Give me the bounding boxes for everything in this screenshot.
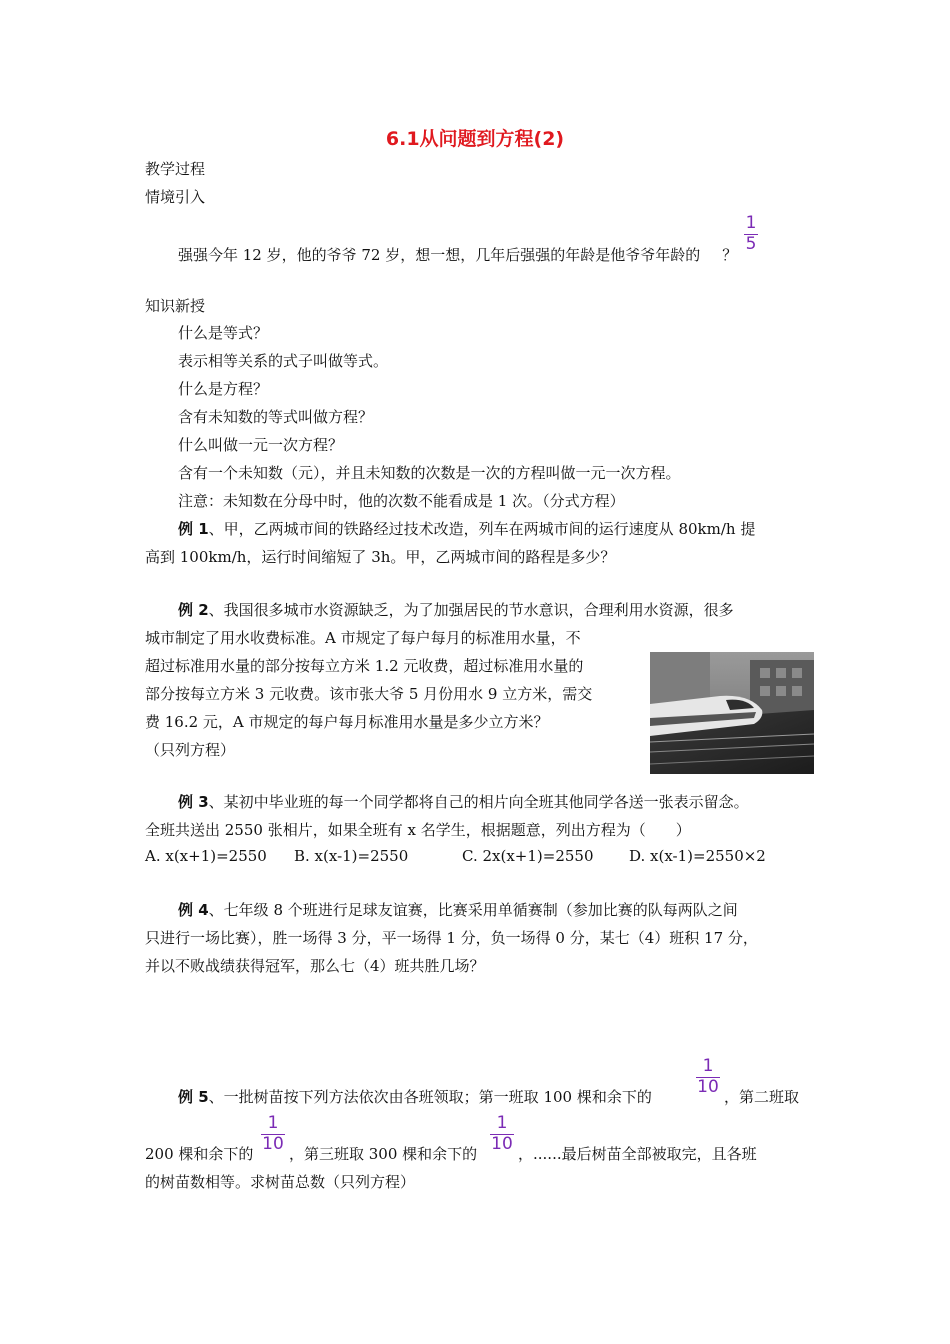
example-1-label: 例 1	[178, 520, 209, 538]
example-5-label: 例 5	[178, 1088, 209, 1106]
example-1-line-2: 高到 100km/h，运行时间缩短了 3h。甲，乙两城市间的路程是多少？	[145, 548, 616, 566]
example-2-line-2: 城市制定了用水收费标准。A 市规定了每户每月的标准用水量，不	[145, 629, 581, 647]
fraction-denominator: 10	[491, 1134, 513, 1154]
intro-question-mark: ？	[722, 246, 738, 264]
fraction-one-tenth	[261, 1115, 285, 1153]
example-2-line-4: 部分按每立方米 3 元收费。该市张大爷 5 月份用水 9 立方米，需交	[145, 685, 593, 703]
example-4-line-2: 只进行一场比赛），胜一场得 3 分，平一场得 1 分，负一场得 0 分，某七（4）班积 17 分，	[145, 929, 758, 947]
knowledge-line: 含有未知数的等式叫做方程？	[178, 408, 374, 426]
example-5-line-3: 的树苗数相等。求树苗总数（只列方程）	[145, 1173, 416, 1191]
fraction-denominator: 10	[697, 1077, 719, 1097]
example-3-line-1	[178, 791, 749, 812]
example-2-line-1	[178, 599, 734, 620]
example-3-option-d: D. x(x-1)=2550×2	[629, 847, 766, 865]
example-1-text: 、甲，乙两城市间的铁路经过技术改造，列车在两城市间的运行速度从 80km/h 提	[208, 520, 756, 538]
example-4-line-1	[178, 899, 738, 920]
example-5-line-1	[178, 1086, 652, 1107]
example-1-line-1	[178, 518, 755, 539]
example-4-label: 例 4	[178, 901, 209, 919]
example-2-label: 例 2	[178, 601, 209, 619]
example-2-line-6: （只列方程）	[145, 741, 236, 759]
example-5-line-2b: ，第三班取 300 棵和余下的	[289, 1145, 478, 1163]
section-new-knowledge: 知识新授	[145, 297, 206, 315]
example-2-line-5: 费 16.2 元，A 市规定的每户每月标准用水量是多少立方米？	[145, 713, 549, 731]
train-photo	[650, 652, 814, 774]
example-5-line-2a: 200 棵和余下的	[145, 1145, 254, 1163]
fraction-numerator: 1	[267, 1113, 279, 1133]
intro-question	[178, 244, 737, 265]
fraction-one-tenth	[696, 1058, 720, 1096]
example-3-option-a: A. x(x+1)=2550	[145, 847, 267, 865]
fraction-one-fifth	[744, 215, 758, 253]
fraction-numerator: 1	[745, 213, 757, 233]
example-3-text: 、某初中毕业班的每一个同学都将自己的相片向全班其他同学各送一张表示留念。	[208, 793, 749, 811]
section-scenario-intro: 情境引入	[145, 188, 206, 206]
example-5-text: 、一批树苗按下列方法依次由各班领取；第一班取 100 棵和余下的	[208, 1088, 652, 1106]
example-3-line-2: 全班共送出 2550 张相片，如果全班有 x 名学生，根据题意，列出方程为（ ）	[145, 821, 691, 839]
example-4-text: 、七年级 8 个班进行足球友谊赛，比赛采用单循赛制（参加比赛的队每两队之间	[208, 901, 738, 919]
fraction-numerator: 1	[702, 1056, 714, 1076]
fraction-denominator: 10	[262, 1134, 284, 1154]
fraction-denominator: 5	[745, 234, 757, 254]
intro-text: 强强今年 12 岁，他的爷爷 72 岁，想一想，几年后强强的年龄是他爷爷年龄的	[178, 246, 701, 264]
example-5-line-2c: ，......最后树苗全部被取完，且各班	[518, 1145, 757, 1163]
knowledge-line: 注意：未知数在分母中时，他的次数不能看成是 1 次。（分式方程）	[178, 492, 625, 510]
section-teaching-process: 教学过程	[145, 160, 206, 178]
example-4-line-3: 并以不败战绩获得冠军，那么七（4）班共胜几场？	[145, 957, 485, 975]
example-3-option-b: B. x(x-1)=2550	[294, 847, 409, 865]
knowledge-line: 什么叫做一元一次方程？	[178, 436, 344, 454]
example-5-line-1-end: ，第二班取	[724, 1088, 800, 1106]
example-2-line-3: 超过标准用水量的部分按每立方米 1.2 元收费，超过标准用水量的	[145, 657, 584, 675]
knowledge-line: 什么是等式？	[178, 324, 269, 342]
knowledge-line: 什么是方程？	[178, 380, 269, 398]
example-3-option-c: C. 2x(x+1)=2550	[462, 847, 594, 865]
page-title: 6.1从问题到方程(2)	[385, 128, 565, 150]
knowledge-line: 表示相等关系的式子叫做等式。	[178, 352, 389, 370]
fraction-one-tenth	[490, 1115, 514, 1153]
example-2-text: 、我国很多城市水资源缺乏，为了加强居民的节水意识，合理利用水资源，很多	[208, 601, 734, 619]
example-3-label: 例 3	[178, 793, 209, 811]
knowledge-line: 含有一个未知数（元），并且未知数的次数是一次的方程叫做一元一次方程。	[178, 464, 681, 482]
fraction-numerator: 1	[496, 1113, 508, 1133]
